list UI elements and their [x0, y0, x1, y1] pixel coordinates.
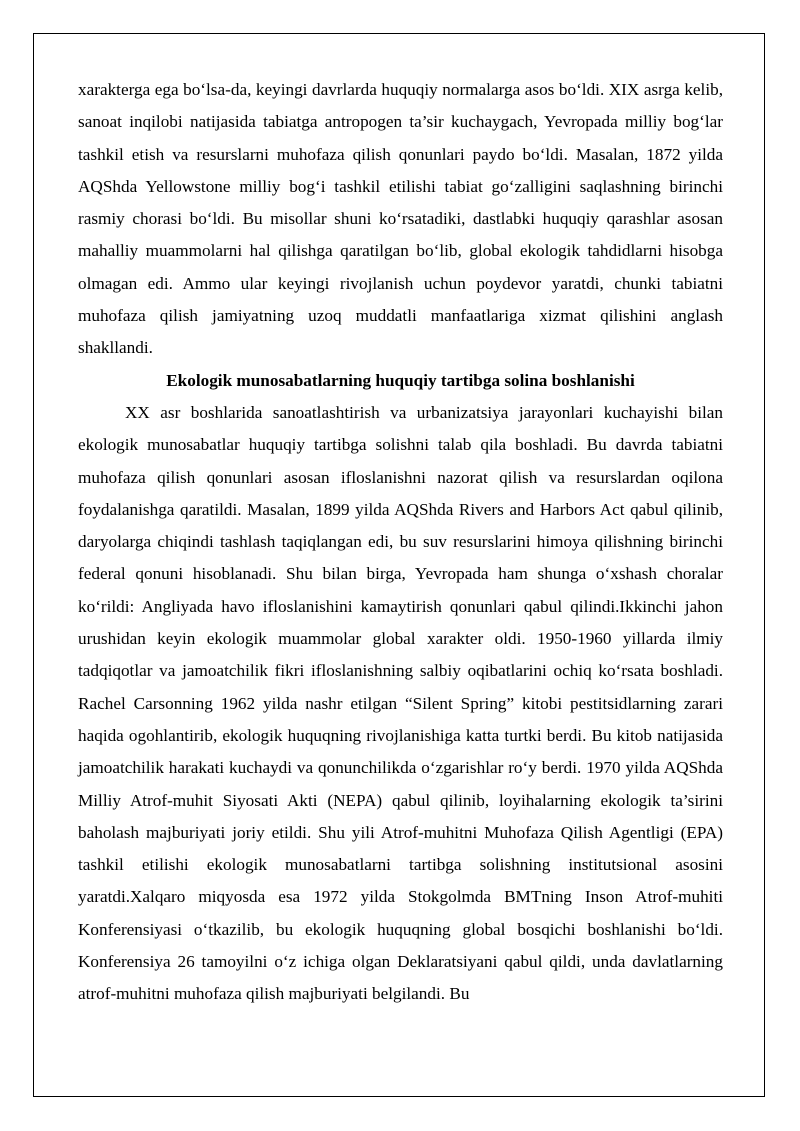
- document-body: [78, 74, 723, 1011]
- section-heading: Ekologik munosabatlarning huquqiy tartibga solina boshlanishi: [166, 370, 635, 390]
- paragraph-2: XX asr boshlarida sanoatlashtirish va urbanizatsiya jarayonlari kuchayishi bilan ekologik munosabatlar huquqiy tartibga solishni talab qila boshladi. Bu davrda tabiatni muhofaza qilish qonunlari asosan ifloslanishni nazorat qilish va resurslardan oqilona foydalanishga qaratildi. Masalan, 1899 yilda AQShda Rivers and Harbors Act qabul qilinib, daryolarga chiqindi tashlash taqiqlangan edi, bu suv resurslarini himoya qilishning birinchi federal qonuni hisoblanadi. Shu bilan birga, Yevropada ham shunga o‘xshash choralar ko‘rildi: Angliyada havo ifloslanishini kamaytirish qonunlari qabul qilindi.Ikkinchi jahon urushidan keyin ekologik muammolar global xarakter oldi. 1950-1960 yillarda ilmiy tadqiqotlar va jamoatchilik fikri ifloslanishning salbiy oqibatlarini ochiq ko‘rsata boshladi. Rachel Carsonning 1962 yilda nashr etilgan “Silent Spring” kitobi pestitsidlarning zarari haqida ogohlantirib, ekologik huquqning rivojlanishiga katta turtki berdi. Bu kitob natijasida jamoatchilik harakati kuchaydi va qonunchilikda o‘zgarishlar ro‘y berdi. 1970 yilda AQShda Milliy Atrof-muhit Siyosati Akti (NEPA) qabul qilinib, loyihalarning ekologik ta’sirini baholash majburiyati joriy etildi. Shu yili Atrof-muhitni Muhofaza Qilish Agentligi (EPA) tashkil etilishi ekologik munosabatlarni tartibga solishning institutsional asosini yaratdi.Xalqaro miqyosda esa 1972 yilda Stokgolmda BMTning Inson Atrof-muhiti Konferensiyasi o‘tkazilib, bu ekologik huquqning global bosqichi boshlanishi bo‘ldi. Konferensiya 26 tamoyilni o‘z ichiga olgan Deklaratsiyani qabul qildi, unda davlatlarning atrof-muhitni muhofaza qilish majburiyati belgilandi. Bu: [78, 402, 723, 1004]
- paragraph-1: xarakterga ega bo‘lsa-da, keyingi davrlarda huquqiy normalarga asos bo‘ldi. XIX asrga kelib, sanoat inqilobi natijasida tabiatga antropogen ta’sir kuchaygach, Yevropada milliy bog‘lar tashkil etish va resurslarni muhofaza qilish qonunlari paydo bo‘ldi. Masalan, 1872 yilda AQShda Yellowstone milliy bog‘i tashkil etilishi tabiat go‘zalligini saqlashning birinchi rasmiy chorasi bo‘ldi. Bu misollar shuni ko‘rsatadiki, dastlabki huquqiy qarashlar asosan mahalliy muammolarni hal qilishga qaratilgan bo‘lib, global ekologik tahdidlarni hisobga olmagan edi. Ammo ular keyingi rivojlanish uchun poydevor yaratdi, chunki tabiatni muhofaza qilish jamiyatning uzoq muddatli manfaatlariga xizmat qilishini anglash shakllandi.: [78, 80, 723, 358]
